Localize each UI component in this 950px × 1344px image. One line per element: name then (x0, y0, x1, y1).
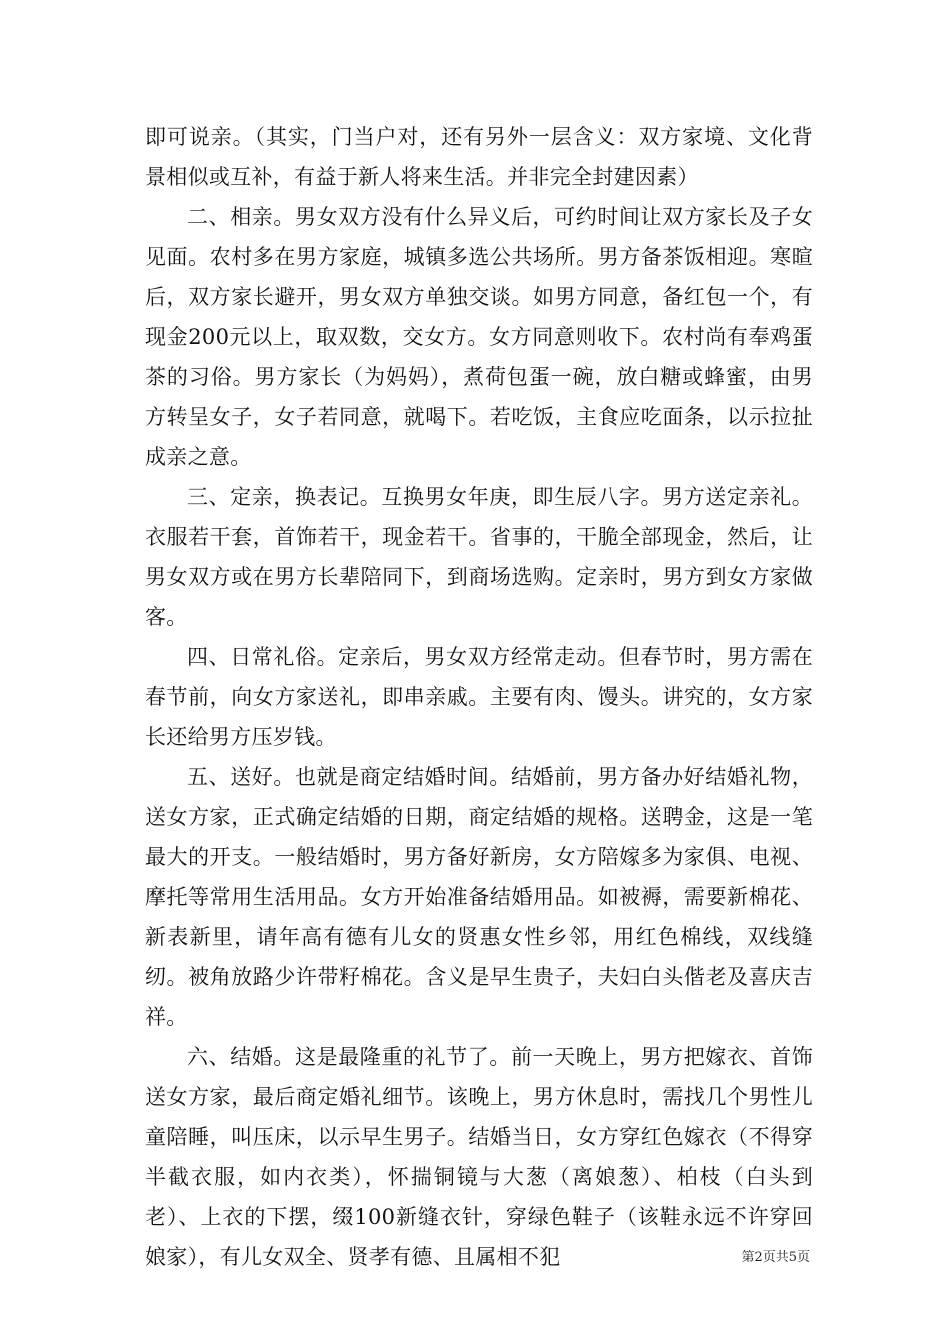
paragraph-dingqin: 三、定亲，换表记。互换男女年庚，即生辰八字。男方送定亲礼。衣服若干套，首饰若干，现金若干。省事的，干脆全部现金，然后，让男女双方或在男方长辈陪同下，到商场选购。定亲时，男方到女方家做客。 (145, 485, 813, 629)
paragraph-richang-lisu: 四、日常礼俗。定亲后，男女双方经常走动。但春节时，男方需在春节前，向女方家送礼，即串亲戚。主要有肉、馒头。讲究的，女方家长还给男方压岁钱。 (145, 645, 813, 749)
document-body (145, 117, 813, 1277)
paragraph-xiangqin: 二、相亲。男女双方没有什么异义后，可约时间让双方家长及子女见面。农村多在男方家庭，城镇多选公共场所。男方备茶饭相迎。寒暄后，双方家长避开，男女双方单独交谈。如男方同意，备红包一个，有现金200元以上，取双数，交女方。女方同意则收下。农村尚有奉鸡蛋茶的习俗。男方家长（为妈妈），煮荷包蛋一碗，放白糖或蜂蜜，由男方转呈女子，女子若同意，就喝下。若吃饭，主食应吃面条，以示拉扯成亲之意。 (145, 205, 813, 469)
paragraph-jiehun: 六、结婚。这是最隆重的礼节了。前一天晚上，男方把嫁衣、首饰送女方家，最后商定婚礼细节。该晚上，男方休息时，需找几个男性儿童陪睡，叫压床，以示早生男子。结婚当日，女方穿红色嫁衣（不得穿半截衣服，如内衣类），怀揣铜镜与大葱（离娘葱）、柏枝（白头到老）、上衣的下摆，缀100新缝衣针，穿绿色鞋子（该鞋永远不许穿回娘家），有儿女双全、贤孝有德、且属相不犯 (145, 1045, 813, 1269)
page-number-footer: 第2页共5页 (741, 1250, 810, 1265)
paragraph-songhao: 五、送好。也就是商定结婚时间。结婚前，男方备办好结婚礼物，送女方家，正式确定结婚的日期，商定结婚的规格。送聘金，这是一笔最大的开支。一般结婚时，男方备好新房，女方陪嫁多为家俱、电视、摩托等常用生活用品。女方开始准备结婚用品。如被褥，需要新棉花、新表新里，请年高有德有儿女的贤惠女性乡邻，用红色棉线，双线缝纫。被角放路少许带籽棉花。含义是早生贵子，夫妇白头偕老及喜庆吉祥。 (145, 765, 813, 1029)
paragraph-continuation: 即可说亲。（其实，门当户对，还有另外一层含义：双方家境、文化背景相似或互补，有益于新人将来生活。并非完全封建因素） (145, 125, 813, 189)
